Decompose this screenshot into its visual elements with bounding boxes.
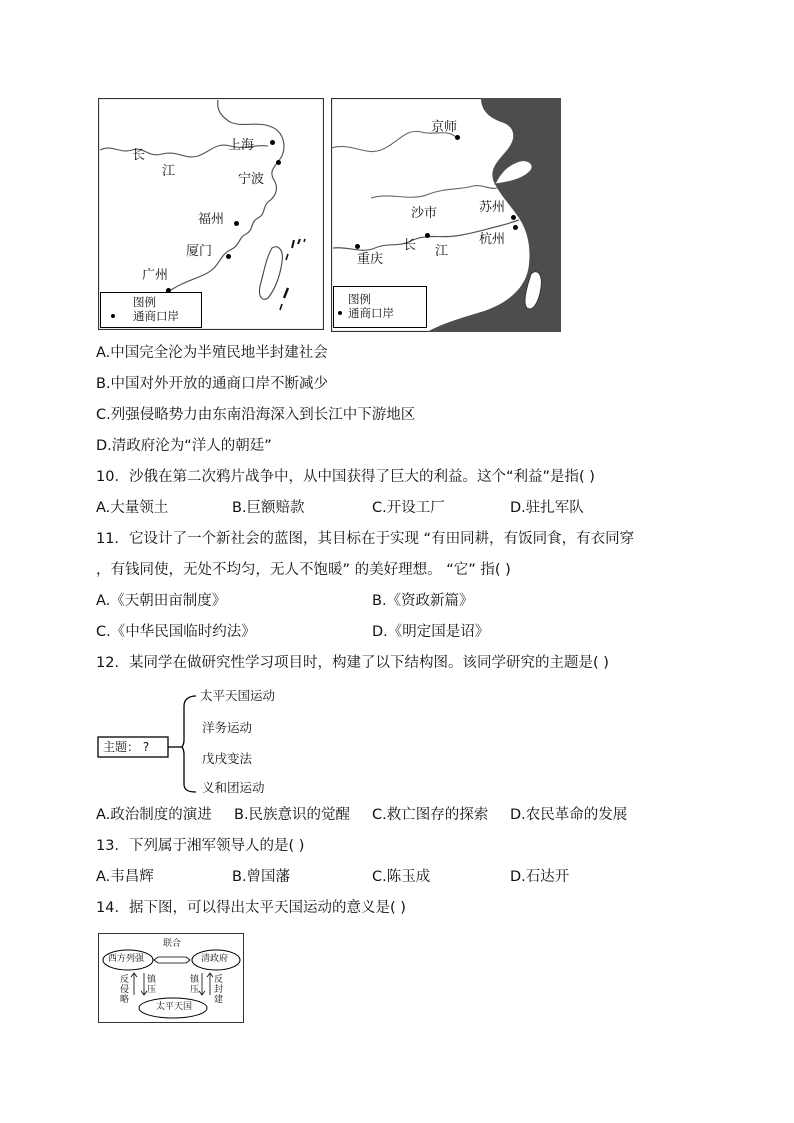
legend-item: 通商口岸 (133, 309, 179, 323)
map-label-fuzhou: 福州 (198, 212, 225, 227)
map-label-jingshi: 京师 (431, 120, 458, 135)
q11-stem-line2: ，有钱同使，无处不均匀，无人不饱暖” 的美好理想。 “它” 指( ) (96, 562, 511, 578)
q12-option-a: A.政治制度的演进 (96, 807, 212, 823)
q12-option-b: B.民族意识的觉醒 (234, 807, 351, 823)
map-label-shanghai: 上海 (228, 138, 255, 153)
q9-option-a: A.中国完全沦为半殖民地半封建社会 (96, 345, 328, 361)
q12-branch-1: 太平天国运动 (200, 688, 276, 703)
map-legend-2 (333, 286, 427, 328)
map-label-guangzhou: 广州 (142, 268, 169, 283)
map-label-xiamen: 厦门 (186, 244, 213, 259)
q13-option-a: A.韦昌辉 (96, 869, 154, 885)
map-legend (100, 292, 202, 328)
q11-option-c: C.《中华民国临时约法》 (96, 624, 256, 640)
map-label-jiang-2: 江 (435, 244, 449, 259)
q13-stem: 13．下列属于湘军领导人的是( ) (96, 838, 305, 854)
q14-link-alliance: 联合 (163, 939, 182, 949)
q9-option-c: C.列强侵略势力由东南沿海深入到长江中下游地区 (96, 407, 416, 423)
q14-node-western-powers: 西方列强 (108, 954, 145, 964)
q9-option-b: B.中国对外开放的通商口岸不断减少 (96, 376, 329, 392)
map-label-hangzhou: 杭州 (479, 232, 506, 247)
q14-node-qing: 清政府 (201, 954, 229, 964)
q14-link-left-down: 镇压 (147, 975, 157, 995)
q13-option-c: C.陈玉成 (372, 869, 431, 885)
q13-option-b: B.曾国藩 (232, 869, 291, 885)
q14-stem: 14．据下图，可以得出太平天国运动的意义是( ) (96, 900, 406, 916)
q10-option-c: C.开设工厂 (372, 500, 445, 516)
q12-option-d: D.农民革命的发展 (510, 807, 628, 823)
map-label-suzhou: 苏州 (479, 200, 506, 215)
q13-option-d: D.石达开 (510, 869, 570, 885)
q11-option-a: A.《天朝田亩制度》 (96, 593, 227, 609)
legend-title: 图例 (133, 295, 156, 309)
q12-option-c: C.救亡图存的探索 (372, 807, 489, 823)
q10-option-a: A.大量领土 (96, 500, 169, 516)
q10-option-b: B.巨额赔款 (232, 500, 305, 516)
q14-relationship-diagram (98, 933, 244, 1023)
q14-link-left-up: 反侵略 (120, 975, 130, 1005)
q12-branch-2: 洋务运动 (202, 720, 253, 735)
map-label-chang-2: 长 (403, 238, 417, 253)
q9-option-d: D.清政府沦为“洋人的朝廷” (96, 438, 272, 454)
map-label-shashi: 沙市 (411, 206, 438, 221)
q14-node-taiping: 太平天国 (156, 1002, 193, 1012)
q10-stem: 10．沙俄在第二次鸦片战争中，从中国获得了巨大的利益。这个“利益”是指( ) (96, 469, 595, 485)
q14-link-right-up: 反封建 (214, 975, 224, 1005)
q12-topic-box: 主题： ? (103, 740, 150, 754)
legend-item-2: 通商口岸 (348, 306, 394, 320)
map-label-chongqing: 重庆 (357, 252, 384, 267)
legend-title-2: 图例 (348, 292, 371, 306)
map-label-chang: 长 (132, 148, 146, 163)
map-label-ningbo: 宁波 (238, 172, 265, 187)
q14-link-right-down: 镇压 (190, 975, 200, 995)
map-right (331, 98, 561, 332)
q12-structure-diagram (96, 684, 296, 800)
q10-option-d: D.驻扎军队 (510, 500, 584, 516)
q11-option-b: B.《资政新篇》 (372, 593, 474, 609)
q12-branch-3: 戊戌变法 (202, 751, 253, 766)
q12-stem: 12．某同学在做研究性学习项目时，构建了以下结构图。该同学研究的主题是( ) (96, 655, 609, 671)
map-label-jiang: 江 (162, 164, 176, 179)
q11-option-d: D.《明定国是诏》 (372, 624, 490, 640)
q11-stem-line1: 11．它设计了一个新社会的蓝图，其目标在于实现 “有田同耕，有饭同食，有衣同穿 (96, 531, 635, 547)
map-left (98, 98, 324, 330)
q12-branch-4: 义和团运动 (202, 780, 265, 795)
